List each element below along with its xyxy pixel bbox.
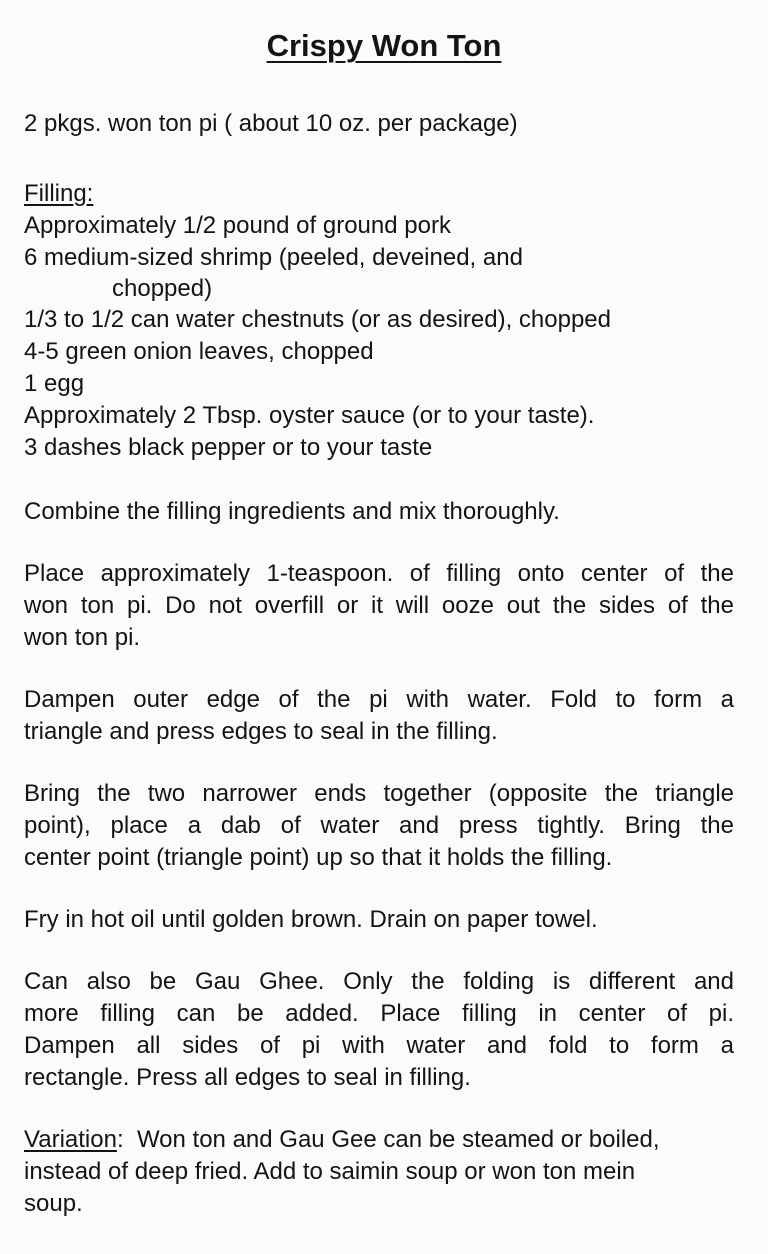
step-gau-ghee-line: Can also be Gau Ghee. Only the folding is different and [24,968,734,995]
step-gau-ghee-line: rectangle. Press all edges to seal in filling. [24,1064,471,1091]
step-fry: Fry in hot oil until golden brown. Drain on paper towel. [24,906,598,933]
variation-label: Variation [24,1126,117,1153]
step-bring [24,778,734,874]
filling-item: 4-5 green onion leaves, chopped [24,338,374,365]
step-place [24,558,734,654]
filling-item: 1/3 to 1/2 can water chestnuts (or as desired), chopped [24,306,612,333]
recipe-title [24,26,734,66]
filling-item-continuation: chopped) [112,275,213,302]
variation-colon: : [116,1126,124,1153]
step-place-line: won ton pi. Do not overfill or it will ooze out the sides of the [24,592,734,619]
variation-section [24,1124,734,1220]
filling-item: Approximately 2 Tbsp. oyster sauce (or to your taste). [24,402,595,429]
filling-item: 6 medium-sized shrimp (peeled, deveined, and [24,244,523,271]
step-dampen-line: Dampen outer edge of the pi with water. Fold to form a [24,686,734,713]
step-combine: Combine the filling ingredients and mix thoroughly. [24,498,560,525]
filling-section [24,178,734,464]
step-place-line: Place approximately 1-teaspoon. of filling onto center of the [24,560,734,587]
recipe-title-text: Crispy Won Ton [266,28,502,63]
step-bring-line: center point (triangle point) up so that it holds the filling. [24,844,613,871]
step-bring-line: point), place a dab of water and press tightly. Bring the [24,812,734,839]
step-gau-ghee-line: Dampen all sides of pi with water and fold to form a [24,1032,734,1059]
step-bring-line: Bring the two narrower ends together (opposite the triangle [24,780,734,807]
filling-heading: Filling: [24,180,94,207]
step-gau-ghee [24,966,734,1094]
filling-item: Approximately 1/2 pound of ground pork [24,212,451,239]
step-dampen [24,684,734,748]
step-gau-ghee-line: more filling can be added. Place filling in center of pi. [24,1000,734,1027]
variation-line: Won ton and Gau Gee can be steamed or boiled, [123,1126,660,1153]
step-place-line: won ton pi. [24,624,141,651]
variation-first-line [24,1124,734,1156]
filling-item: 3 dashes black pepper or to your taste [24,434,433,461]
step-dampen-line: triangle and press edges to seal in the filling. [24,718,498,745]
variation-line: soup. [24,1190,83,1217]
filling-item: 1 egg [24,370,85,397]
wrapper-line: 2 pkgs. won ton pi ( about 10 oz. per package) [24,110,518,137]
variation-line: instead of deep fried. Add to saimin soup or won ton mein [24,1158,636,1185]
